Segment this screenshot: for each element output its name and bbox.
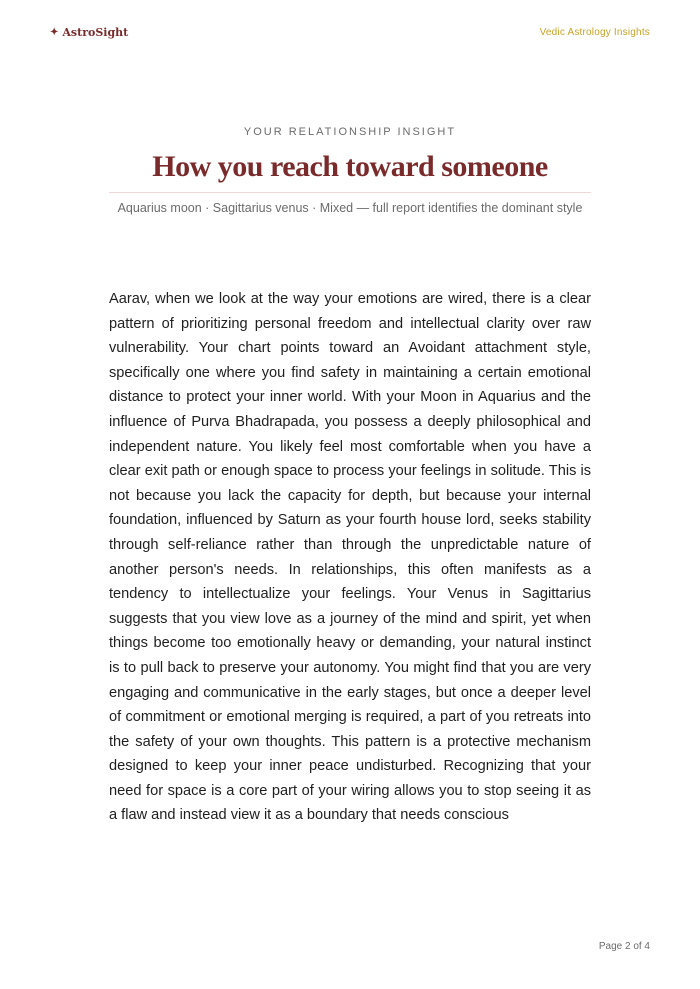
- page-number: Page 2 of 4: [598, 941, 650, 952]
- brand-logo: [50, 26, 128, 39]
- page-header: [50, 26, 650, 39]
- brand-name: AstroSight: [62, 26, 129, 39]
- page-title: How you reach toward someone: [152, 150, 548, 183]
- page-subtitle: Aquarius moon · Sagittarius venus · Mixed — full report identifies the dominant style: [117, 201, 583, 215]
- header-tagline: Vedic Astrology Insights: [539, 27, 650, 38]
- section-eyebrow: YOUR RELATIONSHIP INSIGHT: [243, 126, 457, 138]
- title-divider: [109, 192, 591, 193]
- sparkle-icon: ✦: [50, 27, 59, 38]
- body-paragraph: Aarav, when we look at the way your emotions are wired, there is a clear pattern of prioritizing personal freedom and intellectual clarity over raw vulnerability. Your chart points toward an Avoidant attachment style, specifically one where you find safety in maintaining a certain emotional distance to protect your inner world. With your Moon in Aquarius and the influence of Purva Bhadrapada, you possess a deeply philosophical and independent nature. You likely feel most comfortable when you have a clear exit path or enough space to process your feelings in solitude. This is not because you lack the capacity for depth, but because your internal foundation, influenced by Saturn as your fourth house lord, seeks stability through self-reliance rather than through the unpredictable nature of another person's needs. In relationships, this often manifests as a tendency to intellectualize your feelings. Your Venus in Sagittarius suggests that you view love as a journey of the mind and spirit, yet when things become too emotionally heavy or demanding, your natural instinct is to pull back to preserve your autonomy. You might find that you are very engaging and communicative in the early stages, but once a deeper level of commitment or emotional merging is required, a part of you retreats into the safety of your own thoughts. This pattern is a protective mechanism designed to keep your inner peace undisturbed. Recognizing that your need for space is a core part of your wiring allows you to stop seeing it as a flaw and instead view it as a boundary that needs conscious: [109, 291, 591, 824]
